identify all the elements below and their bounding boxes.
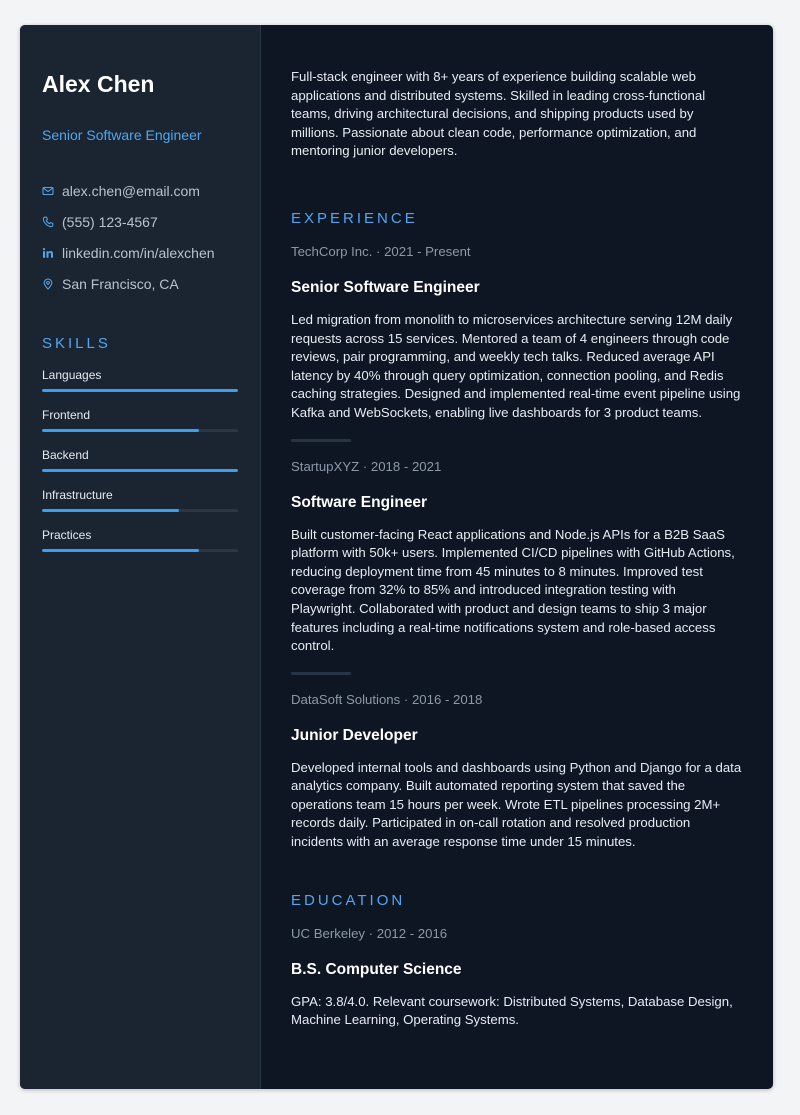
entry-title: Junior Developer <box>291 726 418 744</box>
education-entry <box>291 925 743 1030</box>
entry-description: Developed internal tools and dashboards using Python and Django for a data analytics company. Built automated reporting system that saved the operations team 15 hours per week. Wrote ETL pipelines processing 2M+ records daily. Participated in on-call rotation and resolved production incidents with an average response time under 15 minutes. <box>291 759 742 850</box>
experience-entry <box>291 458 743 675</box>
skill-label: Languages <box>42 368 102 382</box>
skill-item <box>42 408 238 432</box>
education-heading: EDUCATION <box>291 891 406 909</box>
entry-description: Led migration from monolith to microservices architecture serving 12M daily requests across 15 services. Mentored a team of 4 engineers through code reviews, pair programming, and weekly tech talks. Reduced average API latency by 40% through query optimization, connection pooling, and Redis caching strategies. Designed and implemented real-time event pipeline using Kafka and WebSockets, enabling live dashboards for 3 product teams. <box>291 311 741 420</box>
entry-description: GPA: 3.8/4.0. Relevant coursework: Distributed Systems, Database Design, Machine Learning, Operating Systems. <box>291 993 733 1028</box>
skill-label: Frontend <box>42 408 91 422</box>
contact-list <box>42 181 238 294</box>
summary-text: Full-stack engineer with 8+ years of experience building scalable web applications and distributed systems. Skilled in leading cross-functional teams, driving architectural decisions, and shipping products used by millions. Passionate about clean code, performance optimization, and mentoring junior developers. <box>291 69 706 159</box>
name-heading: Alex Chen <box>42 71 155 97</box>
skill-bar <box>42 509 238 512</box>
mail-icon <box>42 185 54 197</box>
entry-title: Senior Software Engineer <box>291 278 480 296</box>
entry-title: Software Engineer <box>291 493 428 511</box>
skill-label: Practices <box>42 528 92 542</box>
entry-meta: DataSoft Solutions · 2016 - 2018 <box>291 691 483 707</box>
contact-email-text: alex.chen@email.com <box>62 183 200 199</box>
skill-bar-fill <box>42 429 199 432</box>
phone-icon <box>42 216 54 228</box>
skill-bar <box>42 549 238 552</box>
skill-item <box>42 368 238 392</box>
entry-meta: UC Berkeley · 2012 - 2016 <box>291 925 448 941</box>
resume-page <box>20 25 773 1089</box>
skill-item <box>42 528 238 552</box>
sidebar <box>20 25 261 1089</box>
skill-bar <box>42 389 238 392</box>
skill-bar-fill <box>42 389 238 392</box>
entry-divider <box>291 439 351 442</box>
skill-bar-fill <box>42 549 199 552</box>
contact-location <box>42 274 238 294</box>
contact-phone[interactable] <box>42 212 238 232</box>
entry-divider <box>291 672 351 675</box>
entry-meta: StartupXYZ · 2018 - 2021 <box>291 458 442 474</box>
contact-linkedin[interactable] <box>42 243 238 263</box>
entry-description: Built customer-facing React applications and Node.js APIs for a B2B SaaS platform with 50k+ users. Implemented CI/CD pipelines with GitHub Actions, reducing deployment time from 45 minutes to 8 minutes. Improved test coverage from 32% to 85% and introduced integration testing with Playwright. Collaborated with product and design teams to ship 3 major features including a real-time notifications system and role-based access control. <box>291 526 735 654</box>
role-title: Senior Software Engineer <box>42 127 202 143</box>
contact-linkedin-text: linkedin.com/in/alexchen <box>62 245 215 261</box>
skill-bar-fill <box>42 509 179 512</box>
entry-title: B.S. Computer Science <box>291 960 462 978</box>
skill-bar-fill <box>42 469 238 472</box>
skill-item <box>42 448 238 472</box>
location-pin-icon <box>42 278 54 290</box>
experience-heading: EXPERIENCE <box>291 209 418 227</box>
skill-bar <box>42 469 238 472</box>
linkedin-icon <box>42 247 54 259</box>
contact-location-text: San Francisco, CA <box>62 276 179 292</box>
skill-bar <box>42 429 238 432</box>
experience-entry <box>291 243 743 442</box>
main-content <box>261 25 773 1089</box>
entry-meta: TechCorp Inc. · 2021 - Present <box>291 243 471 259</box>
skills-heading: SKILLS <box>42 335 111 352</box>
skills-list <box>42 368 238 552</box>
experience-entry <box>291 691 743 852</box>
skill-label: Backend <box>42 448 89 462</box>
contact-phone-text: (555) 123-4567 <box>62 214 158 230</box>
contact-email[interactable] <box>42 181 238 201</box>
skill-label: Infrastructure <box>42 488 113 502</box>
skill-item <box>42 488 238 512</box>
